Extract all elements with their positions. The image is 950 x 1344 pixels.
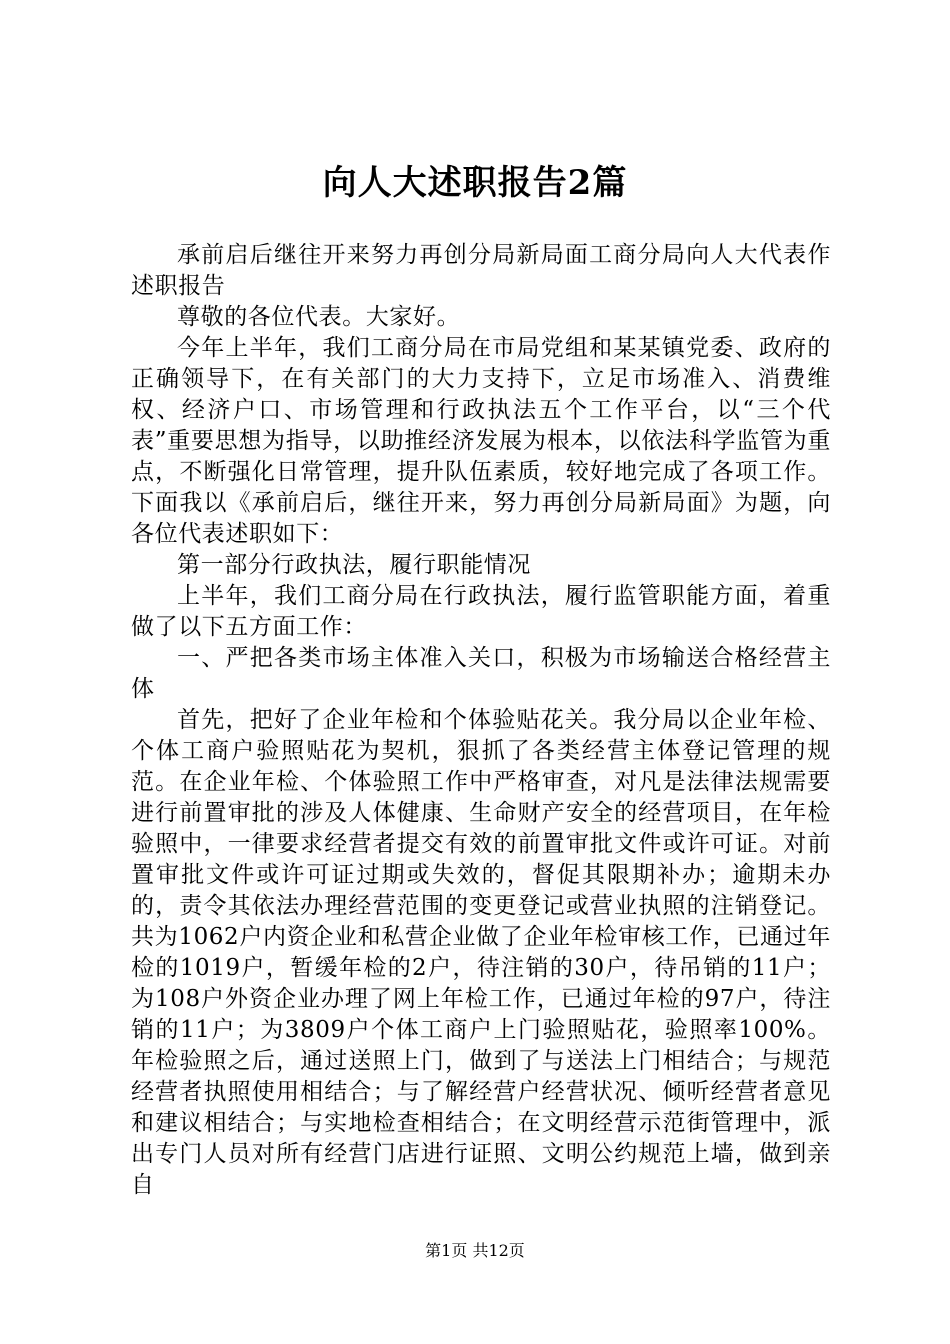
document-title: 向人大述职报告2篇 xyxy=(322,163,628,203)
paragraph-section-one-body: 首先，把好了企业年检和个体验贴花关。我分局以企业年检、个体工商户验照贴花为契机，狠抓了各类经营主体登记管理的规范。在企业年检、个体验照工作中严格审查，对凡是法律法规需要进行前置审批的涉及人体健康、生命财产安全的经营项目，在年检验照中，一律要求经营者提交有效的前置审批文件或许可证。对前置审批文件或许可证过期或失效的，督促其限期补办；逾期未办的，责令其依法办理经营范围的变更登记或营业执照的注销登记。共为1062户内资企业和私营企业做了企业年检审核工作，已通过年检的1019户，暂缓年检的2户，待注销的30户，待吊销的11户；为108户外资企业办理了网上年检工作，已通过年检的97户，待注销的11户；为3809户个体工商户上门验照贴花，验照率100%。年检验照之后，通过送照上门，做到了与送法上门相结合；与规范经营者执照使用相结合；与了解经营户经营状况、倾听经营者意见和建议相结合；与实地检查相结合；在文明经营示范街管理中，派出专门人员对所有经营门店进行证照、文明公约规范上墙，做到亲自 xyxy=(131,707,831,1198)
paragraph-part-one-summary: 上半年，我们工商分局在行政执法，履行监管职能方面，着重做了以下五方面工作： xyxy=(131,583,831,640)
paragraph-greeting: 尊敬的各位代表。大家好。 xyxy=(177,304,461,330)
paragraph-intro: 今年上半年，我们工商分局在市局党组和某某镇党委、政府的正确领导下，在有关部门的大力支持下，立足市场准入、消费维权、经济户口、市场管理和行政执法五个工作平台，以“三个代表”重要思想为指导，以助推经济发展为根本，以依法科学监管为重点，不断强化日常管理，提升队伍素质，较好地完成了各项工作。下面我以《承前启后，继往开来，努力再创分局新局面》为题，向各位代表述职如下： xyxy=(131,335,831,547)
page-number-footer: 第1页 共12页 xyxy=(425,1241,525,1260)
document-body xyxy=(131,240,831,1201)
paragraph-heading: 承前启后继往开来努力再创分局新局面工商分局向人大代表作述职报告 xyxy=(131,242,831,299)
paragraph-section-one-heading: 一、严把各类市场主体准入关口，积极为市场输送合格经营主体 xyxy=(131,645,831,702)
paragraph-part-one-heading: 第一部分行政执法，履行职能情况 xyxy=(177,552,531,578)
